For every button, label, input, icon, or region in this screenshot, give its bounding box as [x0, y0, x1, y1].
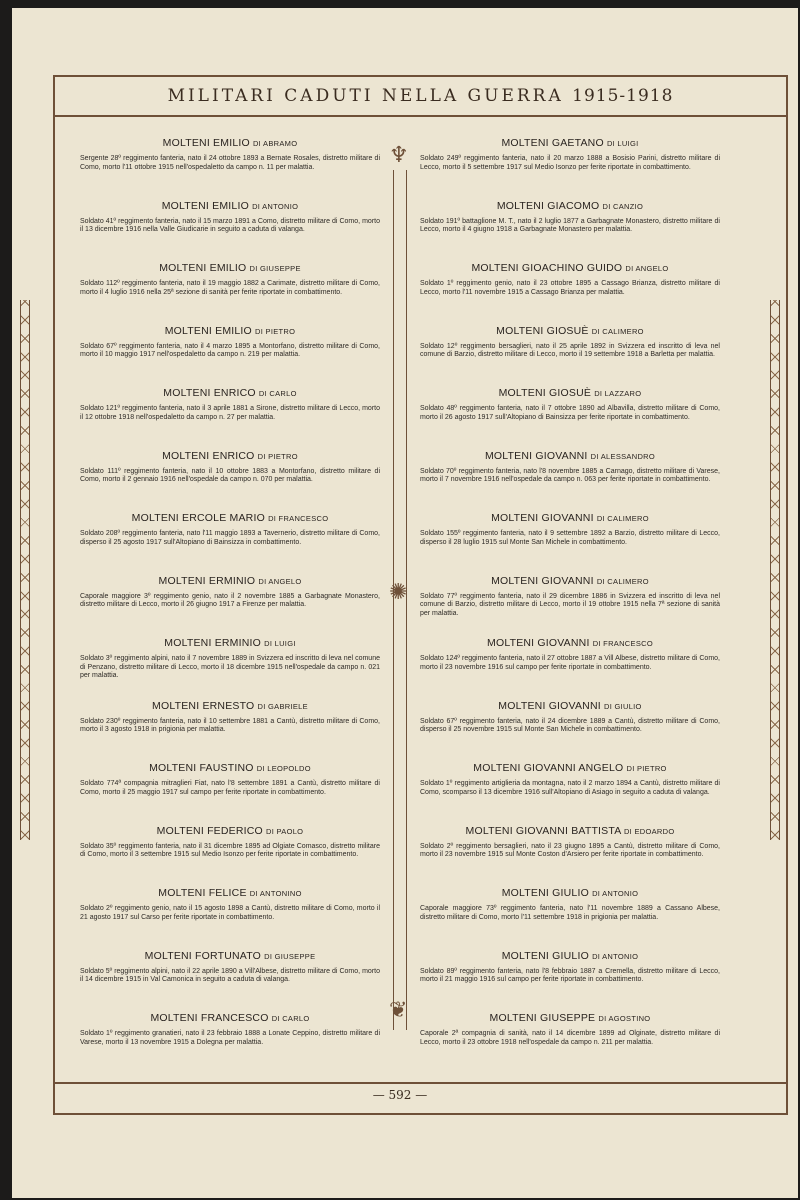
- casualty-record: Soldato 2º reggimento genio, nato il 15 agosto 1898 a Cantù, distretto militare di Como, morto il 21 agosto 1917 sul Carso per ferite riportate in combattimento.: [80, 905, 380, 921]
- casualty-entry: [420, 438, 720, 501]
- casualty-entry: [420, 688, 720, 751]
- parent-name: DI EDOARDO: [623, 826, 675, 836]
- casualty-record: Soldato 41º reggimento fanteria, nato il 15 marzo 1891 a Como, distretto militare di Como, morto il 13 dicembre 1916 nella Valle Giudicarie in seguito a caduta di valanga.: [80, 217, 380, 233]
- casualty-record: Soldato 12º reggimento bersaglieri, nato il 25 aprile 1892 in Svizzera ed inscritto di leva nel comune di Barzio, distretto militare di Lecco, morto il 19 settembre 1918 a Barletta per malattia.: [420, 342, 720, 358]
- title-years: 1915-1918: [572, 86, 674, 106]
- casualty-entry: [80, 563, 380, 626]
- left-ornamental-staff: [20, 300, 30, 840]
- casualty-record: Soldato 112º reggimento fanteria, nato il 19 maggio 1882 a Carimate, distretto militare di Como, morto il 4 luglio 1916 nella 25ª sezione di sanità per ferite riportate in combattimento.: [80, 280, 380, 296]
- casualty-name: [420, 250, 720, 274]
- casualty-name: [80, 188, 380, 212]
- casualty-entry: [420, 188, 720, 251]
- parent-name: DI ALESSANDRO: [590, 451, 656, 461]
- casualty-entry: [420, 250, 720, 313]
- parent-name: DI FRANCESCO: [592, 639, 653, 648]
- parent-name: DI AGOSTINO: [598, 1014, 651, 1023]
- parent-name: DI PIETRO: [257, 451, 298, 461]
- surname-given-name: MOLTENI GIUSEPPE: [489, 1012, 596, 1024]
- casualty-record: Soldato 230º reggimento fanteria, nato il 10 settembre 1881 a Cantù, distretto militare di Como, morto il 3 agosto 1918 in prigionia per malattia.: [80, 717, 380, 733]
- parent-name: DI LAZZARO: [594, 389, 642, 398]
- parent-name: DI GABRIELE: [257, 701, 308, 711]
- parent-name: DI ABRAMO: [252, 139, 298, 148]
- footer-rule: [53, 1082, 788, 1084]
- casualty-name: [420, 1000, 720, 1024]
- casualty-record: Soldato 3º reggimento alpini, nato il 7 novembre 1889 in Svizzera ed inscritto di leva nel comune di Penzano, distretto militare di Lecco, morto il 18 dicembre 1915 nell'ospedale da campo n. 021 per malattia.: [80, 655, 380, 679]
- casualty-name: [420, 813, 720, 837]
- casualty-record: Soldato 249º reggimento fanteria, nato il 20 marzo 1888 a Bosisio Parini, distretto militare di Lecco, morto il 5 settembre 1917 sul Medio Isonzo per ferite riportate in combattimento.: [420, 155, 720, 171]
- parent-name: DI CALIMERO: [591, 326, 644, 336]
- casualty-name: [80, 313, 380, 337]
- parent-name: DI ANTONIO: [592, 951, 639, 961]
- casualty-name: [80, 750, 380, 774]
- casualty-record: Soldato 2º reggimento bersaglieri, nato il 23 giugno 1895 a Cantù, distretto militare di Como, morto il 23 novembre 1915 sul Monte Coston d'Arsiero per ferite riportate in combattimento.: [420, 842, 720, 858]
- casualty-name: [420, 625, 720, 649]
- surname-given-name: MOLTENI ERMINIO: [158, 574, 256, 587]
- casualty-name: [420, 438, 720, 462]
- surname-given-name: MOLTENI FORTUNATO: [144, 949, 262, 962]
- casualty-name: [420, 188, 720, 212]
- casualty-name: [80, 438, 380, 462]
- casualty-entry: [420, 563, 720, 626]
- casualty-entry: [80, 188, 380, 251]
- parent-name: DI ANGELO: [625, 264, 669, 273]
- casualty-record: Soldato 89º reggimento fanteria, nato l'8 febbraio 1887 a Cremella, distretto militare di Lecco, morto il 21 maggio 1916 sul campo per ferite riportate in combattimento.: [420, 967, 720, 983]
- parent-name: DI FRANCESCO: [268, 514, 329, 523]
- casualty-record: Soldato 5º reggimento alpini, nato il 22 aprile 1890 a Vill'Albese, distretto militare di Como, morto il 14 dicembre 1915 in Val Camonica in seguito a caduta di valanga.: [80, 967, 380, 983]
- surname-given-name: MOLTENI ERNESTO: [152, 699, 255, 712]
- casualty-entry: [80, 250, 380, 313]
- casualty-entry: [80, 688, 380, 751]
- surname-given-name: MOLTENI EMILIO: [159, 262, 247, 274]
- surname-given-name: MOLTENI EMILIO: [162, 137, 250, 149]
- surname-given-name: MOLTENI GIULIO: [501, 887, 589, 899]
- casualty-entry: [420, 875, 720, 938]
- surname-given-name: MOLTENI EMILIO: [161, 199, 249, 212]
- casualty-record: Caporale 2ª compagnia di sanità, nato il 14 dicembre 1899 ad Olginate, distretto militare di Lecco, morto il 23 ottobre 1918 nell'ospedale da campo n. 211 per malattia.: [420, 1030, 720, 1046]
- casualty-record: Soldato 208º reggimento fanteria, nato l'11 maggio 1893 a Tavernerio, distretto militare di Como, disperso il 25 agosto 1917 sull'Altopiano di Bainsizza in combattimento.: [80, 530, 380, 546]
- surname-given-name: MOLTENI GIOVANNI: [491, 512, 594, 524]
- casualty-record: Soldato 67º reggimento fanteria, nato il 4 marzo 1895 a Montorfano, distretto militare di Como, morto il 10 maggio 1917 nell'ospedaletto da campo n. 219 per malattia.: [80, 342, 380, 358]
- casualty-name: [80, 813, 380, 837]
- surname-given-name: MOLTENI ENRICO: [163, 387, 256, 399]
- casualty-record: Caporale maggiore 73º reggimento fanteria, nato l'11 novembre 1889 a Cassano Albese, distretto militare di Como, morto l'11 settembre 1918 in prigionia per malattia.: [420, 905, 720, 921]
- casualty-name: [420, 750, 720, 774]
- casualty-entry: [80, 1000, 380, 1063]
- casualty-entry: [420, 313, 720, 376]
- parent-name: DI PIETRO: [626, 764, 667, 773]
- surname-given-name: MOLTENI GIOVANNI: [484, 449, 588, 462]
- casualty-name: [80, 938, 380, 962]
- casualty-name: [420, 938, 720, 962]
- casualty-record: Soldato 67º reggimento fanteria, nato il 24 dicembre 1889 a Cantù, distretto militare di Como, disperso il 25 novembre 1915 sul Monte San Michele in combattimento.: [420, 717, 720, 733]
- surname-given-name: MOLTENI GIOSUÈ: [498, 387, 592, 399]
- parent-name: DI PIETRO: [255, 326, 296, 336]
- casualty-name: [80, 563, 380, 587]
- parent-name: DI ANTONIO: [592, 889, 639, 898]
- left-column: [80, 125, 380, 1063]
- rosette-ornament-icon: ✺: [389, 580, 408, 605]
- parent-name: DI ANTONINO: [249, 889, 302, 898]
- casualty-entry: [80, 438, 380, 501]
- casualty-entry: [80, 625, 380, 688]
- casualty-name: [80, 688, 380, 712]
- scroll-ornament-icon: ❦: [389, 998, 408, 1023]
- casualty-entry: [80, 750, 380, 813]
- parent-name: DI CARLO: [271, 1014, 310, 1023]
- casualty-name: [80, 500, 380, 524]
- casualty-entry: [80, 375, 380, 438]
- parent-name: DI GIUSEPPE: [264, 951, 316, 961]
- page-title: [53, 75, 788, 117]
- parent-name: DI LEOPOLDO: [256, 764, 311, 773]
- casualty-name: [420, 313, 720, 337]
- surname-given-name: MOLTENI GIACOMO: [496, 199, 600, 212]
- parent-name: DI CALIMERO: [596, 514, 649, 523]
- parent-name: DI CALIMERO: [596, 576, 649, 586]
- casualty-entry: [420, 813, 720, 876]
- casualty-record: Soldato 191º battaglione M. T., nato il 2 luglio 1877 a Garbagnate Monastero, distretto militare di Lecco, morto il 4 giugno 1918 a Garbagnate Monastero per malattia.: [420, 217, 720, 233]
- parent-name: DI ANGELO: [258, 576, 302, 586]
- surname-given-name: MOLTENI GIOVANNI: [487, 637, 590, 649]
- surname-given-name: MOLTENI ERCOLE MARIO: [131, 512, 265, 524]
- surname-given-name: MOLTENI FEDERICO: [156, 824, 263, 837]
- casualty-record: Soldato 1º reggimento granatieri, nato il 23 febbraio 1888 a Lonate Ceppino, distretto militare di Varese, morto il 13 novembre 1915 a Dolegna per malattia.: [80, 1030, 380, 1046]
- parent-name: DI GIULIO: [603, 701, 642, 711]
- casualty-name: [80, 375, 380, 399]
- parent-name: DI LUIGI: [264, 639, 296, 648]
- surname-given-name: MOLTENI FELICE: [158, 887, 247, 899]
- parent-name: DI ANTONIO: [252, 201, 299, 211]
- casualty-entry: [420, 625, 720, 688]
- casualty-record: Soldato 70º reggimento fanteria, nato l'8 novembre 1885 a Carnago, distretto militare di Varese, morto il 7 novembre 1916 nell'ospedale da campo n. 063 per ferite riportate in combattimento.: [420, 467, 720, 483]
- casualty-entry: [420, 375, 720, 438]
- casualty-record: Soldato 121º reggimento fanteria, nato il 3 aprile 1881 a Sirone, distretto militare di Lecco, morto il 12 ottobre 1918 nell'ospedaletto da campo n. 27 per malattia.: [80, 405, 380, 421]
- parent-name: DI GIUSEPPE: [249, 264, 301, 273]
- surname-given-name: MOLTENI GIOVANNI: [498, 699, 601, 712]
- casualty-record: Soldato 48º reggimento fanteria, nato il 7 ottobre 1890 ad Albavilla, distretto militare di Como, morto il 26 agosto 1917 sull'Altopiano di Bainsizza per ferite riportate in combattimento.: [420, 405, 720, 421]
- casualty-record: Soldato 1º reggimento artiglieria da montagna, nato il 2 marzo 1894 a Cantù, distretto militare di Como, scomparso il 13 dicembre 1916 sull'Altopiano di Asiago in seguito a caduta di valanga.: [420, 780, 720, 796]
- casualty-name: [420, 688, 720, 712]
- surname-given-name: MOLTENI EMILIO: [164, 324, 252, 337]
- title-main: MILITARI CADUTI NELLA GUERRA: [167, 86, 564, 106]
- surname-given-name: MOLTENI GAETANO: [501, 137, 604, 149]
- casualty-record: Soldato 774ª compagnia mitraglieri Fiat, nato l'8 settembre 1891 a Cantù, distretto militare di Como, morto il 25 maggio 1917 sul campo per ferite riportate in combattimento.: [80, 780, 380, 796]
- casualty-record: Soldato 35º reggimento fanteria, nato il 31 dicembre 1895 ad Olgiate Comasco, distretto militare di Como, morto il 3 settembre 1915 sul Medio Isonzo per ferite riportate in combattimento.: [80, 842, 380, 858]
- surname-given-name: MOLTENI GIOACHINO GUIDO: [471, 262, 623, 274]
- right-ornamental-staff: [770, 300, 780, 840]
- surname-given-name: MOLTENI ERMINIO: [164, 637, 262, 649]
- casualty-entry: [420, 1000, 720, 1063]
- surname-given-name: MOLTENI GIOSUÈ: [496, 324, 589, 337]
- casualty-name: [420, 563, 720, 587]
- parent-name: DI CANZIO: [602, 201, 644, 211]
- surname-given-name: MOLTENI ENRICO: [162, 449, 255, 462]
- casualty-name: [80, 625, 380, 649]
- casualty-record: Caporale maggiore 3º reggimento genio, nato il 2 novembre 1885 a Garbagnate Monastero, distretto militare di Lecco, morto il 26 giugno 1917 a Firenze per malattia.: [80, 592, 380, 608]
- parent-name: DI LUIGI: [606, 139, 639, 148]
- casualty-entry: [420, 125, 720, 188]
- surname-given-name: MOLTENI GIOVANNI ANGELO: [473, 762, 624, 774]
- right-column: [420, 125, 720, 1063]
- parent-name: DI CARLO: [258, 389, 297, 398]
- casualty-name: [420, 875, 720, 899]
- casualty-entry: [80, 313, 380, 376]
- casualty-name: [80, 250, 380, 274]
- casualty-name: [80, 1000, 380, 1024]
- page-number: — 592 —: [372, 1088, 428, 1102]
- casualty-name: [80, 875, 380, 899]
- casualty-entry: [420, 750, 720, 813]
- casualty-record: Sergente 28º reggimento fanteria, nato il 24 ottobre 1893 a Bernate Rosales, distretto militare di Como, morto l'11 ottobre 1915 nell'ospedaletto da campo n. 11 per malattia.: [80, 155, 380, 171]
- casualty-entry: [420, 938, 720, 1001]
- casualty-record: Soldato 155º reggimento fanteria, nato il 9 settembre 1892 a Barzio, distretto militare di Lecco, disperso il 28 luglio 1915 sul Monte San Michele in combattimento.: [420, 530, 720, 546]
- casualty-name: [420, 375, 720, 399]
- casualty-name: [420, 125, 720, 149]
- casualty-record: Soldato 1º reggimento genio, nato il 23 ottobre 1895 a Cassago Brianza, distretto militare di Lecco, morto l'11 novembre 1915 a Cassago Brianza per malattia.: [420, 280, 720, 296]
- casualty-entry: [80, 125, 380, 188]
- parent-name: DI PAOLO: [266, 826, 304, 836]
- casualty-entry: [80, 813, 380, 876]
- torch-ornament-icon: ♆: [389, 143, 409, 168]
- surname-given-name: MOLTENI GIOVANNI BATTISTA: [465, 824, 621, 837]
- surname-given-name: MOLTENI GIULIO: [501, 949, 589, 962]
- casualty-entry: [80, 938, 380, 1001]
- casualty-name: [420, 500, 720, 524]
- surname-given-name: MOLTENI FRANCESCO: [150, 1012, 269, 1024]
- casualty-entry: [80, 875, 380, 938]
- surname-given-name: MOLTENI FAUSTINO: [149, 762, 254, 774]
- casualty-entry: [420, 500, 720, 563]
- casualty-record: Soldato 111º reggimento fanteria, nato il 10 ottobre 1883 a Montorfano, distretto militare di Como, morto il 2 gennaio 1916 nell'ospedale da campo n. 070 per malattia.: [80, 467, 380, 483]
- casualty-entry: [80, 500, 380, 563]
- surname-given-name: MOLTENI GIOVANNI: [491, 574, 594, 587]
- casualty-record: Soldato 77º reggimento fanteria, nato il 29 dicembre 1886 in Svizzera ed inscritto di leva nel comune di Barzio, distretto militare di Lecco, morto il 19 ottobre 1915 nella 7ª sezione di sanità per malattia.: [420, 592, 720, 617]
- casualty-record: Soldato 124º reggimento fanteria, nato il 27 ottobre 1887 a Vill Albese, distretto militare di Como, morto il 23 novembre 1916 sul campo per ferite riportate in combattimento.: [420, 655, 720, 671]
- casualty-name: [80, 125, 380, 149]
